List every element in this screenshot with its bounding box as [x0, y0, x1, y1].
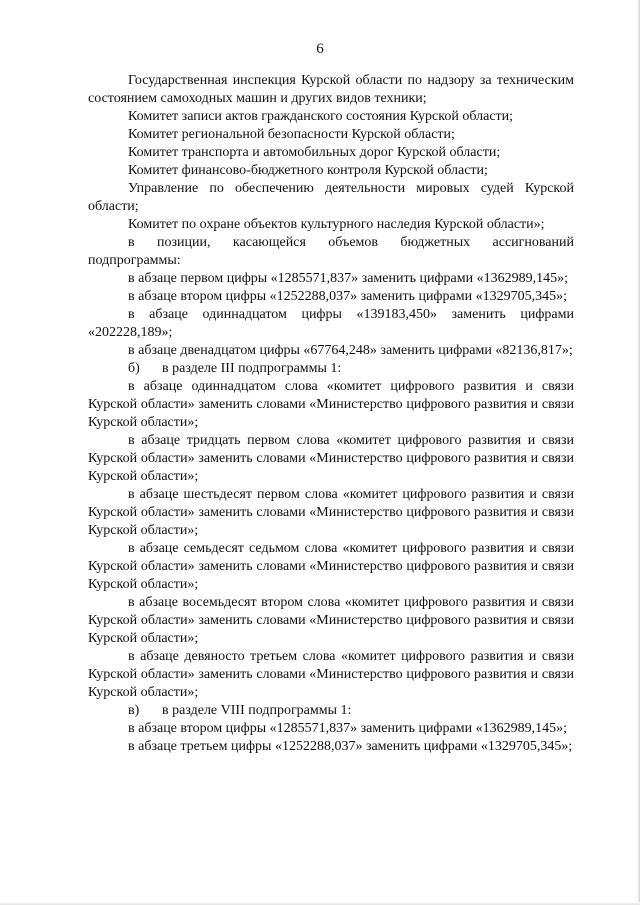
paragraph-transport: Комитет транспорта и автомобильных дорог Курской области; — [128, 145, 501, 160]
paragraph-amendment-second: в абзаце втором цифры «1252288,037» заменить цифрами «1329705,345»; — [128, 289, 567, 304]
paragraph-b-5: в абзаце восемьдесят втором слова «комитет цифрового развития и связи Курской области» заменить словами «Министерство цифрового развития и связи Курской области»; — [88, 595, 574, 646]
section-b-label: б) — [128, 361, 140, 376]
paragraph-amendment-first: в абзаце первом цифры «1285571,837» заменить цифрами «1362989,145»; — [128, 271, 568, 286]
paragraph-v-2: в абзаце третьем цифры «1252288,037» заменить цифрами «1329705,345»; — [128, 739, 573, 754]
paragraph-budget-position: в позиции, касающейся объемов бюджетных ассигнований подпрограммы: — [88, 235, 574, 268]
paragraph-state-inspection: Государственная инспекция Курской области по надзору за техническим состоянием самоходных машин и других видов техники; — [88, 73, 574, 106]
paragraph-b-2: в абзаце тридцать первом слова «комитет цифрового развития и связи Курской области» заменить словами «Министерство цифрового развития и связи Курской области»; — [88, 433, 574, 484]
paragraph-b-6: в абзаце девяносто третьем слова «комитет цифрового развития и связи Курской области» заменить словами «Министерство цифрового развития и связи Курской области»; — [88, 649, 574, 700]
paragraph-b-4: в абзаце семьдесят седьмом слова «комитет цифрового развития и связи Курской области» заменить словами «Министерство цифрового развития и связи Курской области»; — [88, 541, 574, 592]
paragraph-magistrates: Управление по обеспечению деятельности мировых судей Курской области; — [88, 181, 574, 214]
section-b-heading-text: в разделе III подпрограммы 1: — [162, 361, 342, 376]
paragraph-amendment-twelfth: в абзаце двенадцатом цифры «67764,248» заменить цифрами «82136,817»; — [128, 343, 573, 358]
section-b-heading — [88, 360, 574, 378]
paragraph-b-3: в абзаце шестьдесят первом слова «комитет цифрового развития и связи Курской области» заменить словами «Министерство цифрового развития и связи Курской области»; — [88, 487, 574, 538]
page-number: 6 — [316, 41, 324, 57]
paragraph-cultural-heritage: Комитет по охране объектов культурного наследия Курской области»; — [128, 217, 545, 232]
document-body — [88, 72, 574, 756]
paragraph-amendment-eleventh: в абзаце одиннадцатом цифры «139183,450» заменить цифрами «202228,189»; — [88, 307, 574, 340]
paragraph-financial-control: Комитет финансово-бюджетного контроля Курской области; — [128, 163, 488, 178]
paragraph-v-1: в абзаце втором цифры «1285571,837» заменить цифрами «1362989,145»; — [128, 721, 567, 736]
paragraph-regional-security: Комитет региональной безопасности Курской области; — [128, 127, 455, 142]
paragraph-b-1: в абзаце одиннадцатом слова «комитет цифрового развития и связи Курской области» заменить словами «Министерство цифрового развития и связи Курской области»; — [88, 379, 574, 430]
section-v-heading — [88, 702, 574, 720]
section-v-label: в) — [128, 703, 140, 718]
section-v-heading-text: в разделе VIII подпрограммы 1: — [162, 703, 352, 718]
paragraph-civil-registry: Комитет записи актов гражданского состояния Курской области; — [128, 109, 514, 124]
